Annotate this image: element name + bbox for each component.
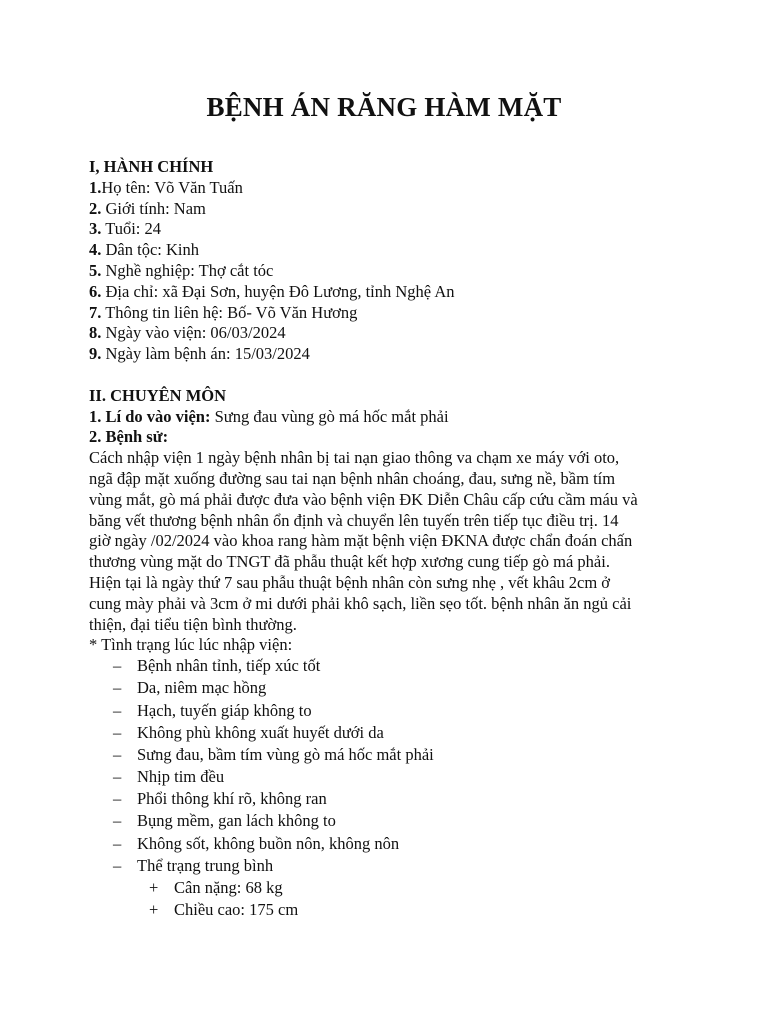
history-line: ngã đập mặt xuống đường sau tai nạn bệnh nhân choáng, đau, sưng nề, bầm tím [89,468,616,488]
history-line: giờ ngày /02/2024 vào khoa rang hàm mặt bệnh viện ĐKNA được chẩn đoán chấn [89,531,633,551]
item-number: 6. [89,281,102,301]
list-item-text: Bụng mềm, gan lách không to [137,811,336,831]
dash-bullet: – [113,744,122,764]
item-number: 3. [89,219,102,239]
dash-bullet: – [113,789,122,809]
admin-item [89,219,679,240]
item-text: Tuổi: 24 [101,219,161,239]
history-line: cung mày phải và 3cm ở mi dưới phải khô sạch, liền sẹo tốt. bệnh nhân ăn ngủ cải [89,593,632,613]
history-line: thương vùng mặt do TNGT đã phẫu thuật kết hợp xương cung tiếp gò má phải. [89,552,610,572]
admission-status-label: * Tình trạng lúc lúc nhập viện: [89,635,293,655]
list-item [89,834,679,856]
list-item [89,878,679,900]
history-label: 2. Bệnh sử: [89,427,169,447]
admin-item [89,199,679,220]
item-text: Giới tính: Nam [101,198,206,218]
admin-item [89,303,679,324]
dash-bullet: – [113,722,122,742]
admin-item [89,178,679,199]
list-item-text: Thể trạng trung bình [137,855,274,875]
body-measurement-list [89,878,679,922]
section-heading-administrative: I, HÀNH CHÍNH [89,157,214,176]
reason-for-admission [89,407,679,428]
plus-bullet: + [149,878,159,897]
list-item-text: Sưng đau, bầm tím vùng gò má hốc mắt phải [137,744,434,764]
list-item [89,767,679,789]
item-number: 7. [89,302,102,322]
list-item-text: Nhịp tim đều [137,767,225,787]
item-number: 4. [89,240,102,260]
item-text: Địa chỉ: xã Đại Sơn, huyện Đô Lương, tỉnh Nghệ An [101,281,455,301]
document-title: BỆNH ÁN RĂNG HÀM MẶT [206,92,562,122]
item-number: 1. [89,177,102,197]
item-number: 8. [89,323,102,343]
admin-item [89,344,679,365]
item-text: Ngày làm bệnh án: 15/03/2024 [101,344,310,364]
list-item [89,656,679,678]
item-text: Ngày vào viện: 06/03/2024 [101,323,286,343]
list-item-text: Da, niêm mạc hồng [137,678,267,698]
dash-bullet: – [113,855,122,875]
list-item-text: Phổi thông khí rõ, không ran [137,789,327,809]
item-number: 2. [89,198,102,218]
list-item [89,745,679,767]
item-text: Thông tin liên hệ: Bố- Võ Văn Hương [101,302,358,322]
document-body [89,157,679,922]
list-item [89,811,679,833]
list-item-text: Không phù không xuất huyết dưới da [137,722,384,742]
dash-bullet: – [113,767,122,787]
dash-bullet: – [113,678,122,698]
section-spacer [89,365,679,386]
history-line: thiện, đại tiểu tiện bình thường. [89,614,297,634]
reason-text: Sưng đau vùng gò má hốc mắt phải [210,406,449,426]
dash-bullet: – [113,700,122,720]
list-item [89,723,679,745]
section-heading-clinical: II. CHUYÊN MÔN [89,385,227,405]
item-number: 5. [89,260,102,280]
dash-bullet: – [113,833,122,853]
dash-bullet: – [113,811,122,831]
list-item-text: Không sốt, không buồn nôn, không nôn [137,833,400,853]
admin-item [89,240,679,261]
item-number: 9. [89,344,102,364]
reason-label: 1. Lí do vào viện: [89,406,211,426]
admission-status-list [89,656,679,878]
list-item-text: Hạch, tuyến giáp không to [137,700,312,720]
history-paragraph [89,448,679,635]
list-item [89,701,679,723]
item-text: Họ tên: Võ Văn Tuấn [101,177,243,197]
list-item [89,789,679,811]
admin-item [89,261,679,282]
admin-item [89,323,679,344]
list-item [89,900,679,922]
history-line: Cách nhập viện 1 ngày bệnh nhân bị tai nạn giao thông va chạm xe máy với oto, [89,448,620,468]
history-line: Hiện tại là ngày thứ 7 sau phẫu thuật bệnh nhân còn sưng nhẹ , vết khâu 2cm ở [89,572,611,592]
list-item-text: Cân nặng: 68 kg [174,878,283,897]
list-item [89,678,679,700]
history-line: vùng mắt, gò má phải được đưa vào bệnh viện ĐK Diễn Châu cấp cứu cầm máu và [89,489,638,509]
plus-bullet: + [149,900,159,920]
item-text: Nghề nghiệp: Thợ cắt tóc [101,260,274,280]
admin-item [89,282,679,303]
list-item-text: Bệnh nhân tỉnh, tiếp xúc tốt [137,656,321,676]
history-line: băng vết thương bệnh nhân ổn định và chuyển lên tuyến trên tiếp tục điều trị. 14 [89,510,619,530]
list-item [89,856,679,878]
dash-bullet: – [113,656,122,676]
item-text: Dân tộc: Kinh [101,240,199,260]
list-item-text: Chiều cao: 175 cm [174,900,299,920]
